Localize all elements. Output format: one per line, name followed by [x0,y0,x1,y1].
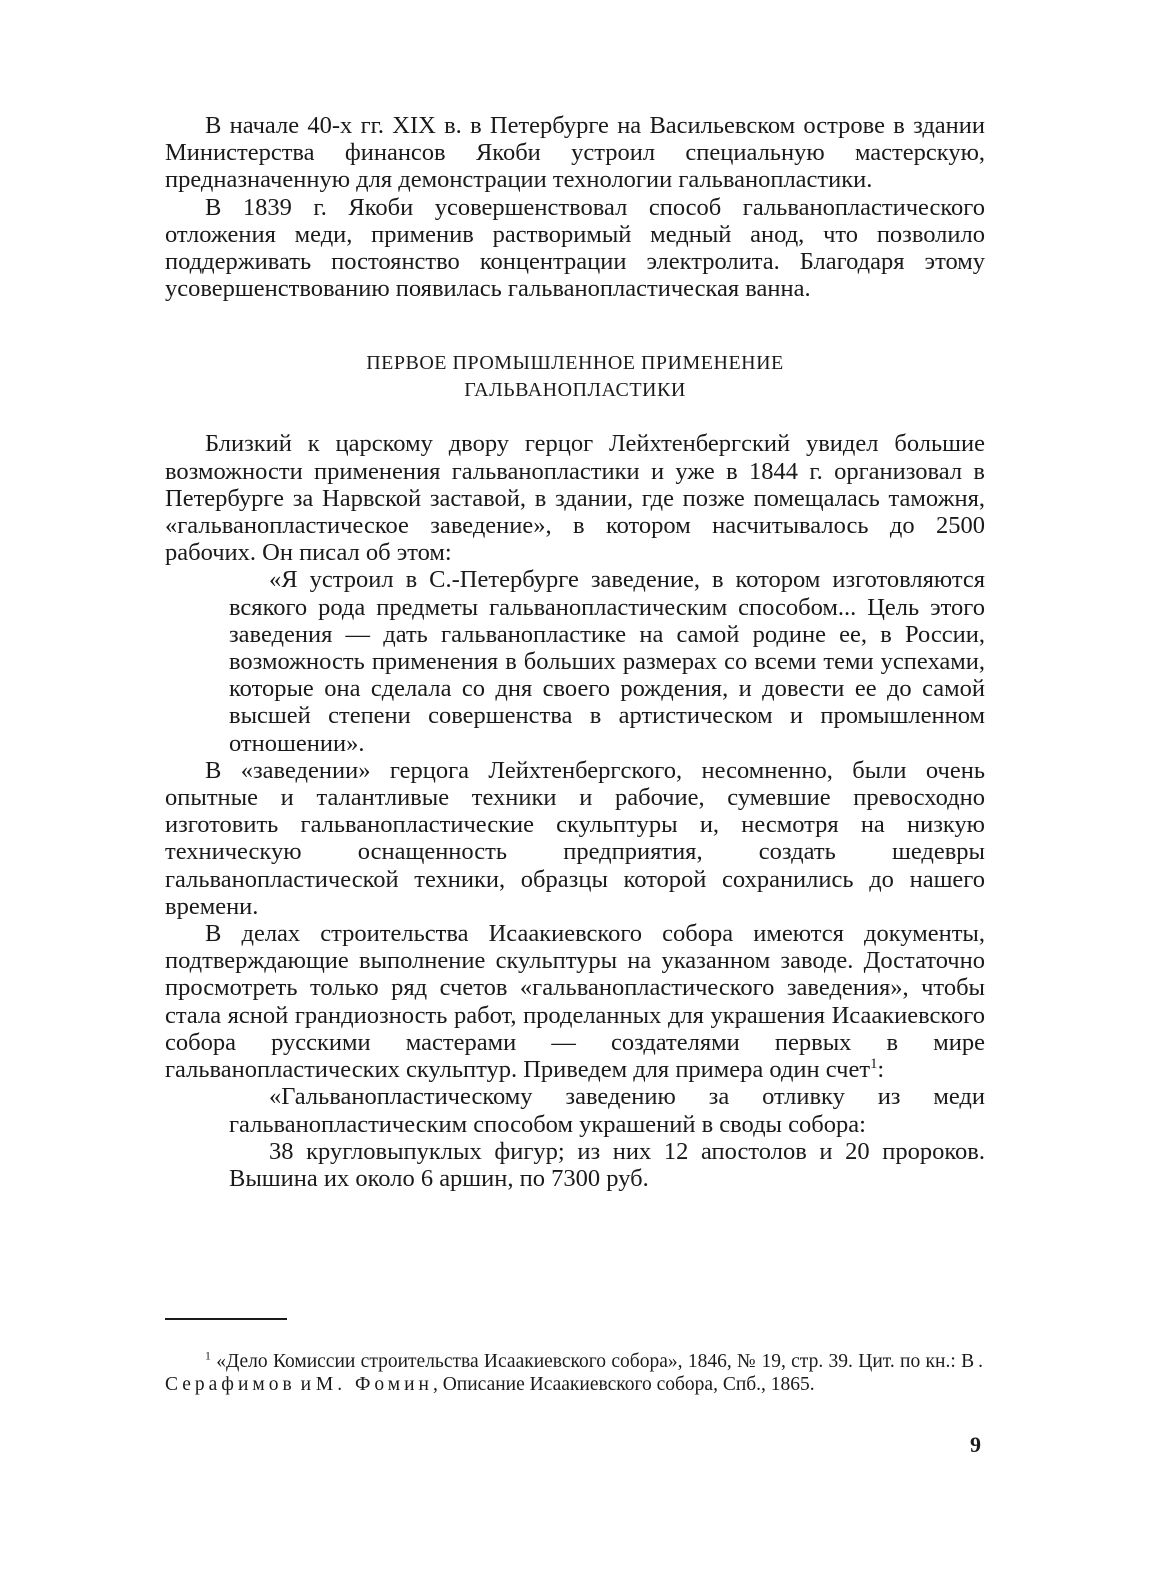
footnote-text-part-1: «Дело Комиссии строительства Исаакиевского собора», 1846, № 19, стр. 39. Цит. по кн.: [216,1351,962,1372]
section-paragraph-3 [165,920,985,1083]
footnote-conjunction: и [295,1374,316,1395]
page-body [165,112,985,1192]
intro-paragraph-2: В 1839 г. Якоби усовершенствовал способ гальванопластического отложения меди, применив растворимый медный анод, что позволило поддерживать постоянство концентрации электролита. Благодаря этому усовершенствованию появилась гальванопластическая ванна. [165,193,985,303]
quote-leuchtenberg: «Я устроил в С.-Петербурге заведение, в котором изготовляются всякого рода предметы гальванопластическим способом... Цель этого заведения — дать гальванопластике на самой родине ее, в России, возможность применения в больших размерах со всеми теми успехами, которые она сделала со дня своего рождения, и довести ее до самой высшей степени совершенства в артистическом и промышленном отношении». [229,566,985,757]
intro-paragraph-1: В начале 40-х гг. XIX в. в Петербурге на Васильевском острове в здании Министерства финансов Якоби устроил специальную мастерскую, предназначенную для демонстрации технологии гальванопластики. [165,112,985,194]
section-paragraph-1: Близкий к царскому двору герцог Лейхтенбергский увидел большие возможности применения гальванопластики и уже в 1844 г. организовал в Петербурге за Нарвской заставой, в здании, где позже помещалась таможня, «гальванопластическое заведение», в котором насчитывалось до 2500 рабочих. Он писал об этом: [165,430,985,567]
quote-invoice-line-1: «Гальванопластическому заведению за отливку из меди гальванопластическим способом украшений в своды собора: [229,1083,985,1138]
section-paragraph-3-end: : [877,1056,885,1084]
footnote-text-part-2: , Описание Исаакиевского собора, Спб., 1865. [432,1374,815,1395]
section-paragraph-3-text: В делах строительства Исаакиевского собора имеются документы, подтверждающие выполнение скульптуры на указанном заводе. Достаточно просмотреть только ряд счетов «гальванопластического заведения», чтобы стала ясной грандиозность работ, проделанных для украшения Исаакиевского собора русскими мастерами — создателями первых в мире гальванопластических скульптур. Приведем для примера один счет [165,920,985,1084]
page-number: 9 [970,1432,981,1457]
section-heading-line-2: ГАЛЬВАНОПЛАСТИКИ [464,379,686,402]
section-paragraph-2: В «заведении» герцога Лейхтенбергского, несомненно, были очень опытные и талантливые техники и рабочие, сумевшие превосходно изготовить гальванопластические скульптуры и, несмотря на низкую техническую оснащенность предприятия, создать шедевры гальванопластической техники, образцы которой сохранились до нашего времени. [165,756,985,920]
footnote-author-1: В. Серафимов [165,1351,987,1395]
footnote-author-2: М. Фомин [315,1374,433,1395]
section-heading-line-1: ПЕРВОЕ ПРОМЫШЛЕННОЕ ПРИМЕНЕНИЕ [366,352,784,375]
footnote-marker: 1 [205,1349,211,1363]
quote-invoice-line-2: 38 кругловыпуклых фигур; из них 12 апостолов и 20 пророков. Вышина их около 6 аршин, по 7300 руб. [229,1137,985,1192]
footnote-divider [165,1318,287,1320]
footnote-reference: 1 [870,1055,878,1072]
footnote [165,1350,987,1396]
section-heading [165,350,985,404]
